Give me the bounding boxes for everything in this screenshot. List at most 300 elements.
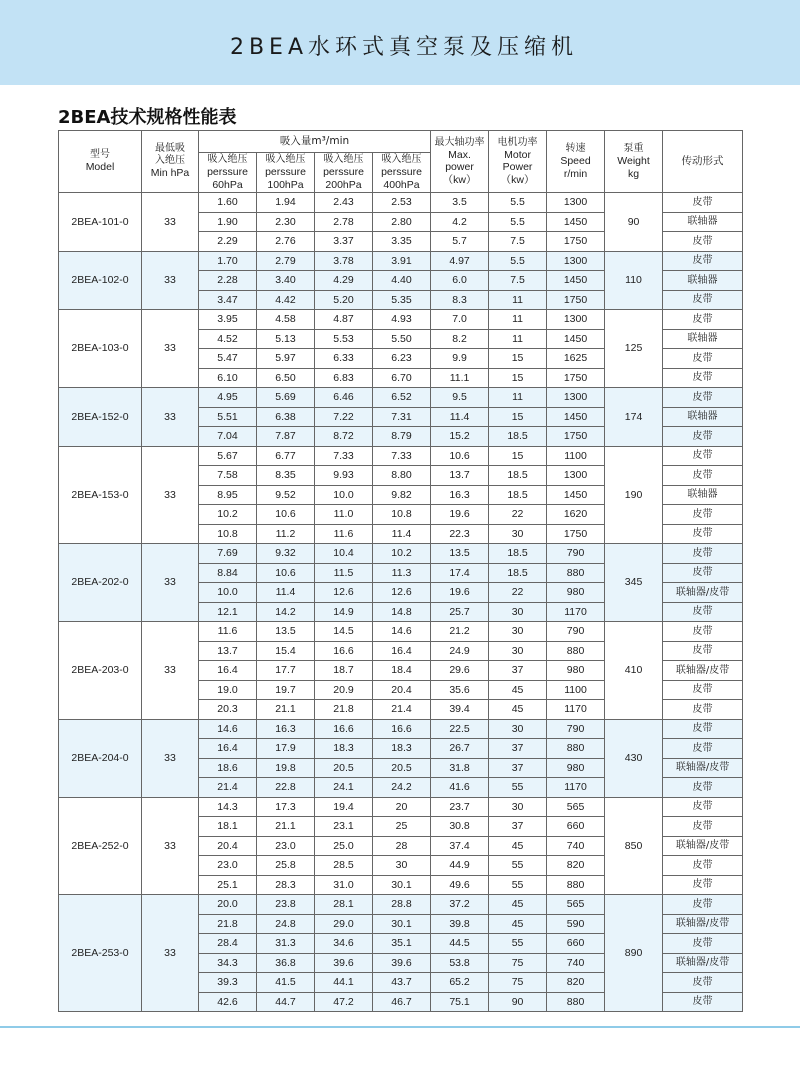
motor-power-cell: 45 [489,895,547,915]
max-power-cell: 19.6 [431,505,489,525]
suction-100-cell: 17.7 [257,661,315,681]
suction-400-cell: 18.3 [373,739,431,759]
drive-cell: 皮带 [663,934,743,954]
drive-cell: 皮带 [663,875,743,895]
suction-60-cell: 18.1 [199,817,257,837]
suction-200-cell: 28.1 [315,895,373,915]
header-model: 型号 Model [59,131,142,193]
speed-cell: 1100 [547,446,605,466]
suction-60-cell: 20.3 [199,700,257,720]
drive-cell: 皮带 [663,290,743,310]
suction-100-cell: 2.79 [257,251,315,271]
min-pressure-cell: 33 [142,622,199,720]
suction-60-cell: 4.95 [199,388,257,408]
max-power-cell: 7.0 [431,310,489,330]
motor-power-cell: 18.5 [489,466,547,486]
suction-200-cell: 4.29 [315,271,373,291]
suction-200-cell: 6.33 [315,349,373,369]
drive-cell: 皮带 [663,368,743,388]
suction-100-cell: 5.13 [257,329,315,349]
suction-60-cell: 34.3 [199,953,257,973]
motor-power-cell: 18.5 [489,485,547,505]
min-pressure-cell: 33 [142,797,199,895]
suction-100-cell: 3.40 [257,271,315,291]
speed-cell: 1750 [547,368,605,388]
max-power-cell: 21.2 [431,622,489,642]
drive-cell: 皮带 [663,602,743,622]
suction-100-cell: 6.38 [257,407,315,427]
weight-cell: 110 [605,251,663,310]
model-cell: 2BEA-152-0 [59,388,142,447]
speed-cell: 1625 [547,349,605,369]
suction-60-cell: 25.1 [199,875,257,895]
suction-400-cell: 11.4 [373,524,431,544]
drive-cell: 皮带 [663,622,743,642]
drive-cell: 皮带 [663,778,743,798]
weight-cell: 90 [605,193,663,252]
min-pressure-cell: 33 [142,544,199,622]
motor-power-cell: 30 [489,602,547,622]
suction-400-cell: 4.93 [373,310,431,330]
motor-power-cell: 11 [489,290,547,310]
table-row [59,895,743,915]
max-power-cell: 9.9 [431,349,489,369]
suction-60-cell: 7.69 [199,544,257,564]
suction-200-cell: 4.87 [315,310,373,330]
weight-cell: 174 [605,388,663,447]
max-power-cell: 37.4 [431,836,489,856]
drive-cell: 皮带 [663,563,743,583]
max-power-cell: 6.0 [431,271,489,291]
header-suction-60: 吸入绝压 perssure 60hPa [199,153,257,193]
suction-60-cell: 14.3 [199,797,257,817]
suction-400-cell: 30 [373,856,431,876]
header-max-power: 最大轴功率 Max. power （kw） [431,131,489,193]
suction-100-cell: 21.1 [257,700,315,720]
drive-cell: 皮带 [663,895,743,915]
motor-power-cell: 30 [489,797,547,817]
weight-cell: 345 [605,544,663,622]
max-power-cell: 29.6 [431,661,489,681]
motor-power-cell: 22 [489,583,547,603]
suction-200-cell: 11.5 [315,563,373,583]
motor-power-cell: 75 [489,953,547,973]
suction-60-cell: 18.6 [199,758,257,778]
suction-400-cell: 4.40 [373,271,431,291]
speed-cell: 1300 [547,466,605,486]
speed-cell: 565 [547,797,605,817]
suction-200-cell: 3.37 [315,232,373,252]
max-power-cell: 44.9 [431,856,489,876]
suction-400-cell: 7.33 [373,446,431,466]
model-cell: 2BEA-204-0 [59,719,142,797]
footer-rule [0,1026,800,1028]
drive-cell: 皮带 [663,992,743,1012]
suction-60-cell: 7.04 [199,427,257,447]
min-pressure-cell: 33 [142,251,199,310]
suction-400-cell: 2.80 [373,212,431,232]
suction-100-cell: 4.42 [257,290,315,310]
motor-power-cell: 75 [489,973,547,993]
suction-60-cell: 3.47 [199,290,257,310]
page-title: 2BEA水环式真空泵及压缩机 [229,35,578,60]
suction-100-cell: 4.58 [257,310,315,330]
motor-power-cell: 18.5 [489,544,547,564]
suction-60-cell: 16.4 [199,739,257,759]
max-power-cell: 11.1 [431,368,489,388]
table-row [59,251,743,271]
suction-200-cell: 11.6 [315,524,373,544]
max-power-cell: 22.5 [431,719,489,739]
speed-cell: 880 [547,739,605,759]
suction-200-cell: 14.9 [315,602,373,622]
suction-60-cell: 14.6 [199,719,257,739]
suction-60-cell: 2.28 [199,271,257,291]
max-power-cell: 4.97 [431,251,489,271]
motor-power-cell: 55 [489,856,547,876]
suction-400-cell: 21.4 [373,700,431,720]
section-title: 2BEA技术规格性能表 [58,107,237,128]
table-row [59,544,743,564]
weight-cell: 125 [605,310,663,388]
model-cell: 2BEA-203-0 [59,622,142,720]
speed-cell: 1300 [547,193,605,213]
suction-100-cell: 41.5 [257,973,315,993]
suction-200-cell: 31.0 [315,875,373,895]
max-power-cell: 23.7 [431,797,489,817]
weight-cell: 190 [605,446,663,544]
suction-100-cell: 2.30 [257,212,315,232]
suction-200-cell: 29.0 [315,914,373,934]
suction-100-cell: 14.2 [257,602,315,622]
speed-cell: 880 [547,992,605,1012]
motor-power-cell: 37 [489,739,547,759]
suction-400-cell: 16.4 [373,641,431,661]
suction-60-cell: 42.6 [199,992,257,1012]
header-suction-400: 吸入绝压 perssure 400hPa [373,153,431,193]
motor-power-cell: 55 [489,875,547,895]
max-power-cell: 26.7 [431,739,489,759]
speed-cell: 880 [547,563,605,583]
speed-cell: 880 [547,875,605,895]
table-row [59,797,743,817]
suction-60-cell: 12.1 [199,602,257,622]
drive-cell: 联轴器/皮带 [663,953,743,973]
motor-power-cell: 30 [489,524,547,544]
suction-200-cell: 47.2 [315,992,373,1012]
suction-400-cell: 14.6 [373,622,431,642]
speed-cell: 1170 [547,778,605,798]
speed-cell: 1620 [547,505,605,525]
drive-cell: 联轴器 [663,407,743,427]
min-pressure-cell: 33 [142,193,199,252]
suction-400-cell: 14.8 [373,602,431,622]
drive-cell: 皮带 [663,797,743,817]
motor-power-cell: 45 [489,700,547,720]
suction-200-cell: 2.43 [315,193,373,213]
speed-cell: 1170 [547,602,605,622]
suction-100-cell: 24.8 [257,914,315,934]
suction-100-cell: 11.4 [257,583,315,603]
suction-400-cell: 10.2 [373,544,431,564]
suction-200-cell: 23.1 [315,817,373,837]
max-power-cell: 30.8 [431,817,489,837]
drive-cell: 联轴器 [663,329,743,349]
suction-200-cell: 12.6 [315,583,373,603]
suction-200-cell: 6.83 [315,368,373,388]
suction-60-cell: 10.0 [199,583,257,603]
header-suction-group: 吸入量m³/min [199,131,431,153]
min-pressure-cell: 33 [142,719,199,797]
suction-60-cell: 3.95 [199,310,257,330]
model-cell: 2BEA-253-0 [59,895,142,1012]
motor-power-cell: 37 [489,758,547,778]
max-power-cell: 65.2 [431,973,489,993]
max-power-cell: 75.1 [431,992,489,1012]
drive-cell: 皮带 [663,817,743,837]
speed-cell: 820 [547,856,605,876]
max-power-cell: 37.2 [431,895,489,915]
drive-cell: 皮带 [663,856,743,876]
suction-60-cell: 21.8 [199,914,257,934]
suction-400-cell: 6.23 [373,349,431,369]
suction-400-cell: 25 [373,817,431,837]
drive-cell: 皮带 [663,232,743,252]
max-power-cell: 35.6 [431,680,489,700]
suction-100-cell: 36.8 [257,953,315,973]
suction-200-cell: 11.0 [315,505,373,525]
suction-400-cell: 20.4 [373,680,431,700]
drive-cell: 皮带 [663,446,743,466]
suction-100-cell: 16.3 [257,719,315,739]
suction-400-cell: 3.91 [373,251,431,271]
suction-400-cell: 10.8 [373,505,431,525]
suction-60-cell: 1.60 [199,193,257,213]
drive-cell: 联轴器/皮带 [663,758,743,778]
suction-400-cell: 8.79 [373,427,431,447]
motor-power-cell: 11 [489,388,547,408]
suction-400-cell: 12.6 [373,583,431,603]
suction-200-cell: 21.8 [315,700,373,720]
table-row [59,310,743,330]
speed-cell: 790 [547,622,605,642]
max-power-cell: 19.6 [431,583,489,603]
table-row [59,388,743,408]
min-pressure-cell: 33 [142,310,199,388]
suction-60-cell: 19.0 [199,680,257,700]
suction-60-cell: 11.6 [199,622,257,642]
suction-60-cell: 10.2 [199,505,257,525]
suction-400-cell: 18.4 [373,661,431,681]
drive-cell: 皮带 [663,739,743,759]
suction-60-cell: 5.67 [199,446,257,466]
drive-cell: 皮带 [663,641,743,661]
speed-cell: 980 [547,661,605,681]
motor-power-cell: 55 [489,778,547,798]
speed-cell: 1300 [547,310,605,330]
drive-cell: 皮带 [663,427,743,447]
suction-400-cell: 5.35 [373,290,431,310]
drive-cell: 皮带 [663,680,743,700]
suction-60-cell: 8.95 [199,485,257,505]
suction-60-cell: 5.51 [199,407,257,427]
drive-cell: 联轴器/皮带 [663,914,743,934]
suction-200-cell: 28.5 [315,856,373,876]
motor-power-cell: 5.5 [489,193,547,213]
drive-cell: 皮带 [663,719,743,739]
motor-power-cell: 7.5 [489,232,547,252]
model-cell: 2BEA-202-0 [59,544,142,622]
suction-400-cell: 20 [373,797,431,817]
motor-power-cell: 30 [489,641,547,661]
suction-200-cell: 44.1 [315,973,373,993]
suction-60-cell: 10.8 [199,524,257,544]
suction-200-cell: 9.93 [315,466,373,486]
suction-400-cell: 35.1 [373,934,431,954]
suction-100-cell: 15.4 [257,641,315,661]
table-row [59,622,743,642]
suction-60-cell: 6.10 [199,368,257,388]
suction-400-cell: 7.31 [373,407,431,427]
drive-cell: 皮带 [663,466,743,486]
suction-200-cell: 24.1 [315,778,373,798]
suction-100-cell: 5.69 [257,388,315,408]
motor-power-cell: 11 [489,310,547,330]
weight-cell: 430 [605,719,663,797]
suction-200-cell: 10.0 [315,485,373,505]
header-motor-power: 电机功率 Motor Power （kw） [489,131,547,193]
suction-200-cell: 18.3 [315,739,373,759]
suction-200-cell: 25.0 [315,836,373,856]
drive-cell: 皮带 [663,505,743,525]
max-power-cell: 31.8 [431,758,489,778]
suction-400-cell: 20.5 [373,758,431,778]
max-power-cell: 15.2 [431,427,489,447]
motor-power-cell: 15 [489,446,547,466]
table-row [59,719,743,739]
drive-cell: 联轴器/皮带 [663,583,743,603]
table-row [59,446,743,466]
max-power-cell: 13.5 [431,544,489,564]
suction-100-cell: 7.87 [257,427,315,447]
suction-400-cell: 8.80 [373,466,431,486]
suction-200-cell: 7.22 [315,407,373,427]
suction-60-cell: 4.52 [199,329,257,349]
suction-60-cell: 23.0 [199,856,257,876]
suction-400-cell: 6.70 [373,368,431,388]
suction-100-cell: 2.76 [257,232,315,252]
weight-cell: 410 [605,622,663,720]
suction-400-cell: 30.1 [373,914,431,934]
motor-power-cell: 15 [489,349,547,369]
speed-cell: 980 [547,583,605,603]
suction-60-cell: 20.0 [199,895,257,915]
header-weight: 泵重 Weight kg [605,131,663,193]
suction-400-cell: 43.7 [373,973,431,993]
suction-60-cell: 8.84 [199,563,257,583]
suction-60-cell: 20.4 [199,836,257,856]
speed-cell: 660 [547,934,605,954]
header-suction-100: 吸入绝压 perssure 100hPa [257,153,315,193]
max-power-cell: 16.3 [431,485,489,505]
speed-cell: 1750 [547,524,605,544]
motor-power-cell: 18.5 [489,427,547,447]
speed-cell: 1300 [547,251,605,271]
suction-100-cell: 25.8 [257,856,315,876]
drive-cell: 皮带 [663,544,743,564]
suction-200-cell: 10.4 [315,544,373,564]
suction-200-cell: 34.6 [315,934,373,954]
drive-cell: 联轴器 [663,212,743,232]
suction-400-cell: 46.7 [373,992,431,1012]
motor-power-cell: 37 [489,817,547,837]
suction-100-cell: 23.0 [257,836,315,856]
suction-400-cell: 3.35 [373,232,431,252]
suction-100-cell: 8.35 [257,466,315,486]
max-power-cell: 4.2 [431,212,489,232]
suction-60-cell: 28.4 [199,934,257,954]
speed-cell: 1450 [547,212,605,232]
header-drive: 传动形式 [663,131,743,193]
suction-60-cell: 5.47 [199,349,257,369]
speed-cell: 790 [547,544,605,564]
speed-cell: 820 [547,973,605,993]
speed-cell: 1750 [547,290,605,310]
suction-100-cell: 31.3 [257,934,315,954]
suction-400-cell: 11.3 [373,563,431,583]
drive-cell: 皮带 [663,388,743,408]
model-cell: 2BEA-103-0 [59,310,142,388]
drive-cell: 皮带 [663,973,743,993]
suction-400-cell: 16.6 [373,719,431,739]
suction-200-cell: 8.72 [315,427,373,447]
suction-60-cell: 7.58 [199,466,257,486]
max-power-cell: 44.5 [431,934,489,954]
header-banner [0,0,800,85]
max-power-cell: 25.7 [431,602,489,622]
suction-200-cell: 20.9 [315,680,373,700]
suction-100-cell: 1.94 [257,193,315,213]
drive-cell: 联轴器 [663,485,743,505]
suction-100-cell: 19.7 [257,680,315,700]
max-power-cell: 9.5 [431,388,489,408]
suction-100-cell: 17.3 [257,797,315,817]
drive-cell: 皮带 [663,349,743,369]
motor-power-cell: 5.5 [489,251,547,271]
suction-100-cell: 21.1 [257,817,315,837]
speed-cell: 1750 [547,232,605,252]
motor-power-cell: 55 [489,934,547,954]
suction-60-cell: 16.4 [199,661,257,681]
suction-200-cell: 16.6 [315,719,373,739]
suction-100-cell: 11.2 [257,524,315,544]
weight-cell: 890 [605,895,663,1012]
max-power-cell: 39.8 [431,914,489,934]
suction-200-cell: 5.20 [315,290,373,310]
max-power-cell: 8.2 [431,329,489,349]
max-power-cell: 11.4 [431,407,489,427]
suction-200-cell: 20.5 [315,758,373,778]
motor-power-cell: 30 [489,719,547,739]
model-cell: 2BEA-153-0 [59,446,142,544]
speed-cell: 660 [547,817,605,837]
speed-cell: 1450 [547,271,605,291]
suction-200-cell: 5.53 [315,329,373,349]
suction-400-cell: 2.53 [373,193,431,213]
suction-400-cell: 30.1 [373,875,431,895]
drive-cell: 联轴器 [663,271,743,291]
motor-power-cell: 45 [489,680,547,700]
